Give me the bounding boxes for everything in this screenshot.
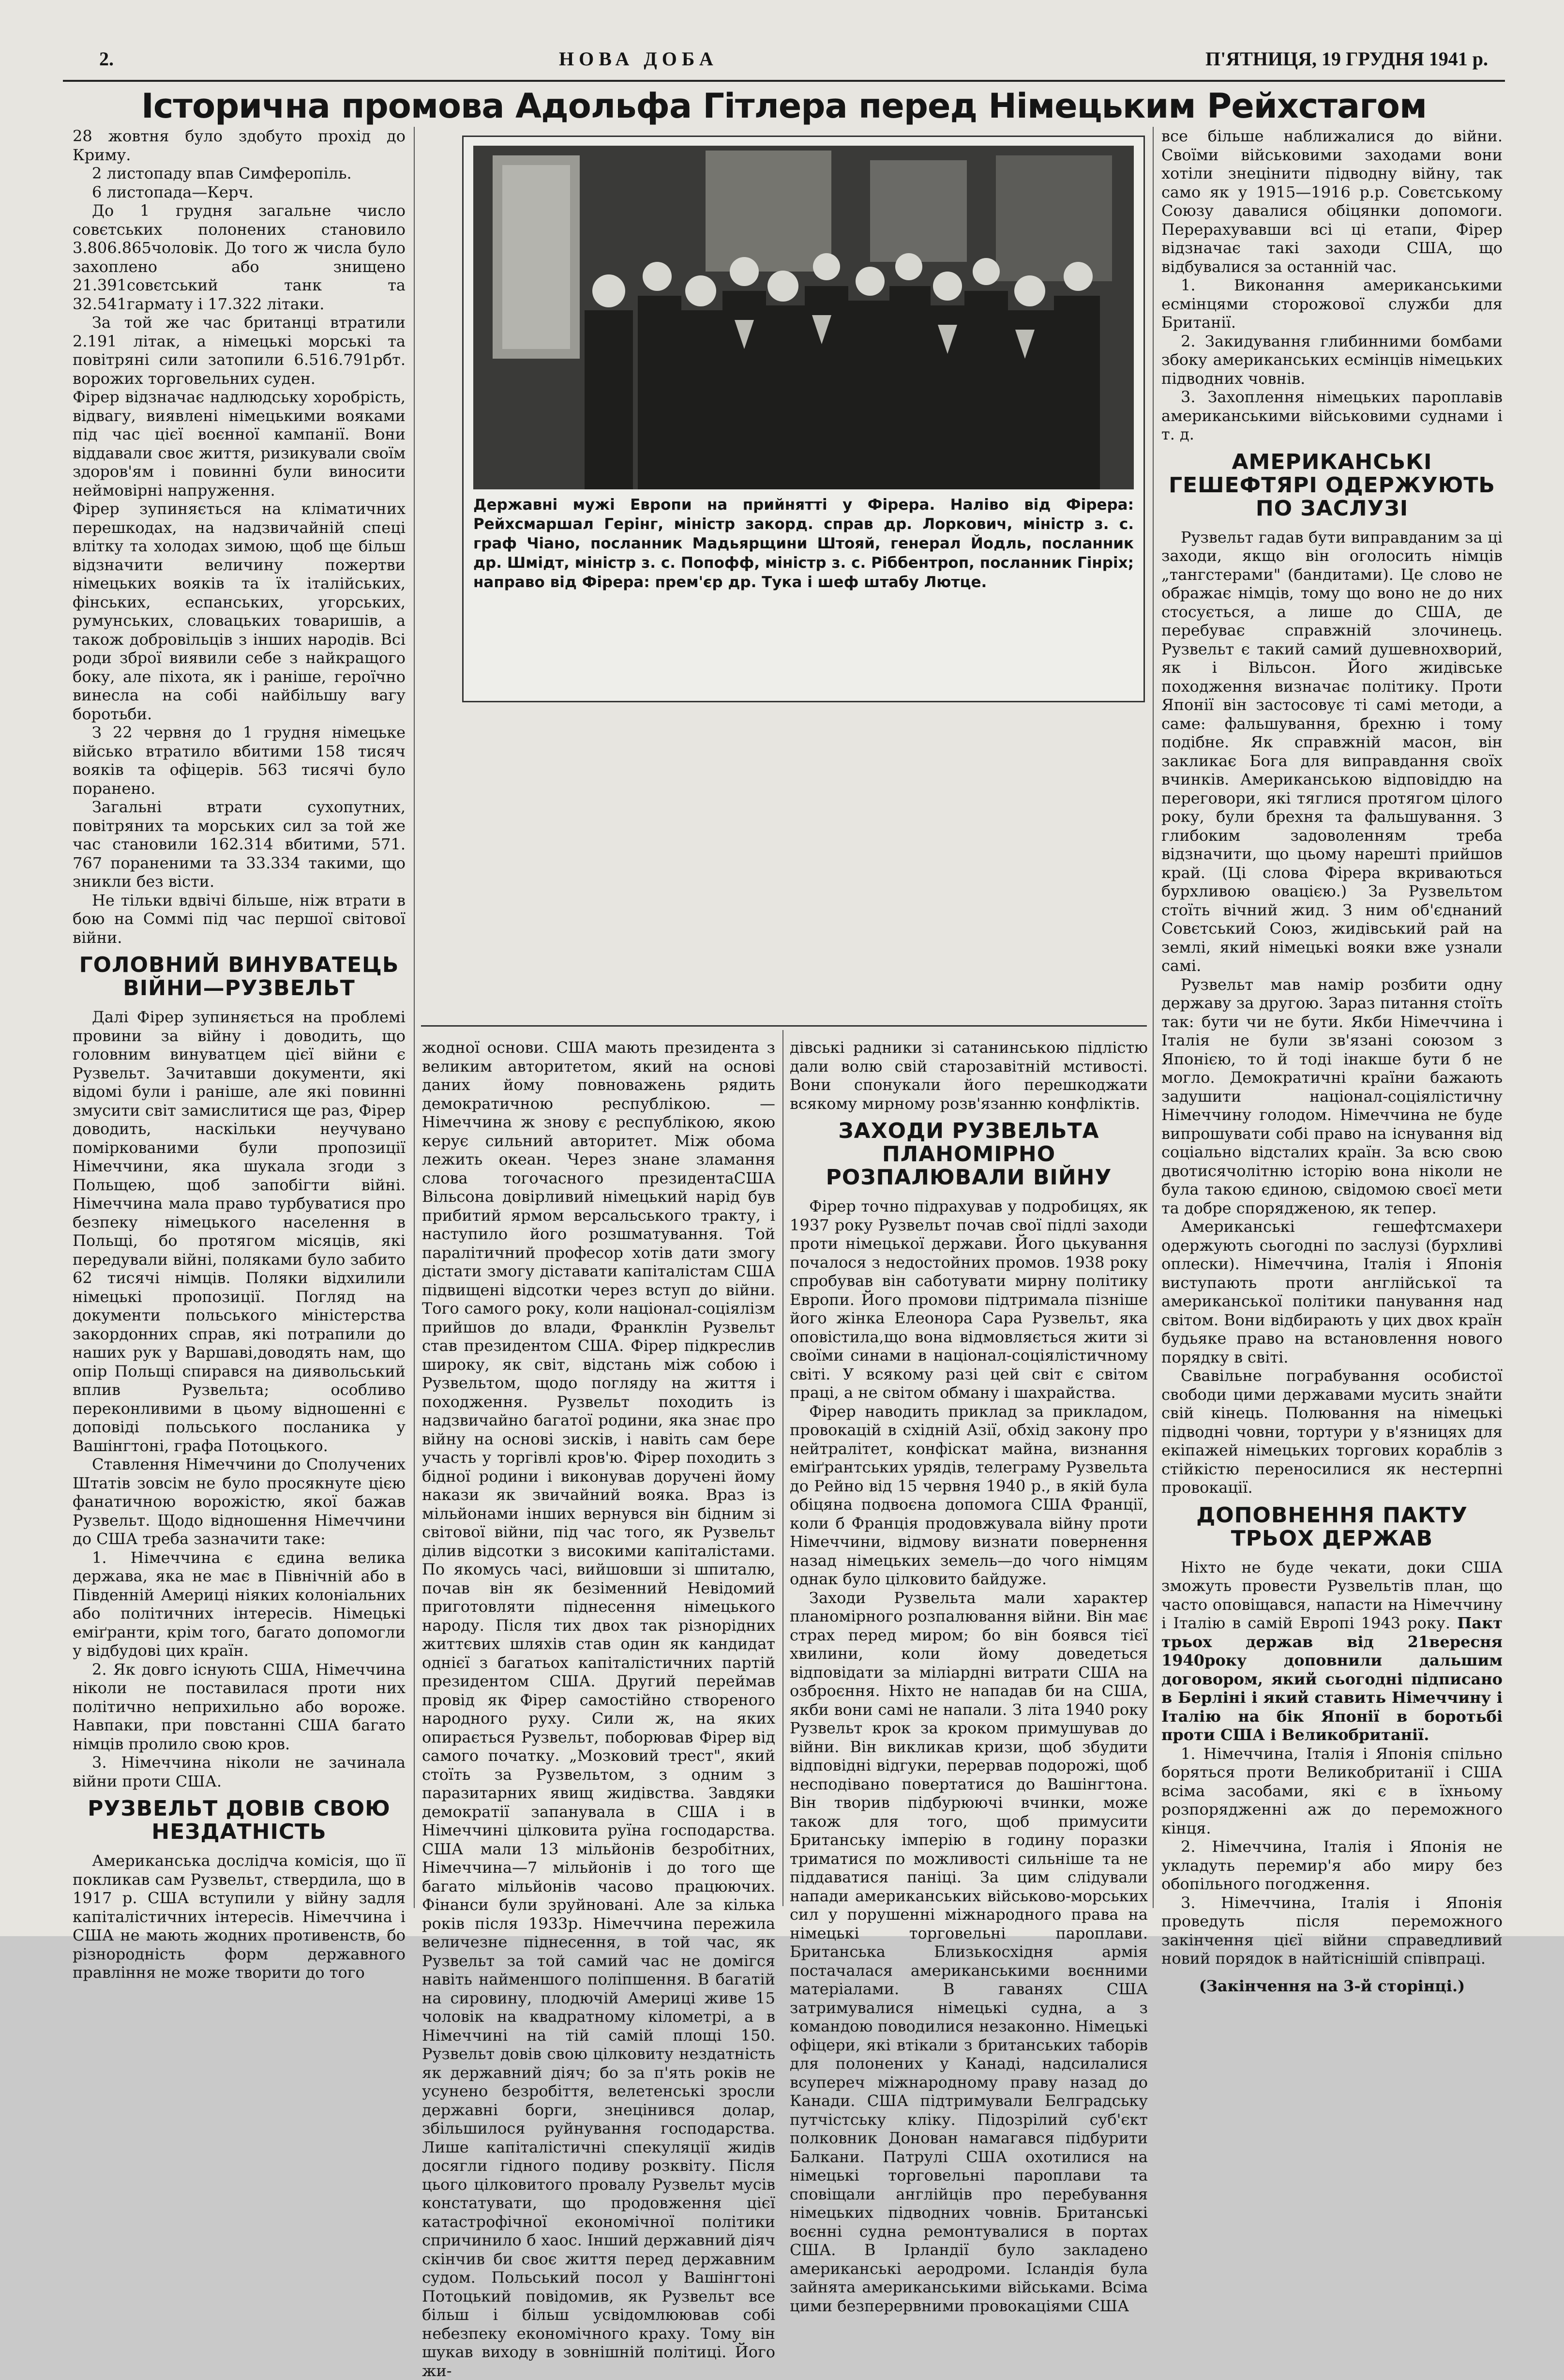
paragraph: 2 листопаду впав Симферопіль.: [92, 164, 352, 182]
page-header: [99, 44, 1488, 74]
paragraph: 1. Німеччина, Італія і Японія спільно боряться проти Великобританії і США всіма засобами, які є в їхньому розпорядженні аж до переможного кінця.: [1161, 1744, 1503, 1837]
article-column-2: [422, 1038, 775, 2380]
paragraph: Рузвельт мав намір розбити одну державу за другою. Зараз питання стоїть так: бути чи не бути. Якби Німеччина і Італія не були зв'язані союзом з Японією, то й тоді інакше бути б не могло. Демократичні країни бажають задушити націонал-соціялістичну Німеччину голодом. Німеччина не буде випрошувати собі право на існування від соціально відсталих країн. За всю свою двотисячолітню історію вона ніколи не була такою єдиною, свідомою своєї мети та добре спорядженою, як тепер.: [1161, 975, 1503, 1217]
paragraph: 1. Німеччина є єдина велика держава, яка не має в Північній або в Південній Америці ніяких колоніальних або політичних інтересів. Німецькі еміґранти, крім того, багато допомогли у відбудові цих країн.: [73, 1548, 406, 1660]
paragraph: Фірер наводить приклад за прикладом, провокацій в східній Азії, обхід закону про нейтралітет, конфіскат майна, визнання еміґрантських урядів, телеграму Рузвельта до Рейно від 15 червня 1940 р., в якій була обіцяна подвоєна допомога США Франції, коли б Франція продовжувала війну проти Німеччини, відмову визнати повернення назад німецьких земель—до чого німцям однак було цілковито байдуже.: [790, 1402, 1148, 1588]
paragraph: дівські радники зі сатанинською підлістю дали волю свій старозавітній мстивості. Вони спонукали його перешкоджати всякому мирному розв'язанню конфліктів.: [790, 1038, 1148, 1113]
page-headline: Історична промова Адольфа Гітлера перед Німецьким Рейхстагом: [141, 86, 1427, 126]
subheading-profiteers: АМЕРИКАНСЬКІ ГЕШЕФТЯРІ ОДЕРЖУЮТЬ ПО ЗАСЛУЗІ: [1169, 449, 1495, 521]
column-divider: [414, 127, 415, 1908]
paragraph: [1161, 1558, 1503, 1744]
photo-bottom-rule: [421, 1025, 1147, 1027]
paragraph: Фірер зупиняється на кліматичних перешкодах, на надзвичайній спеці влітку та холодах зимою, щоб ще більш відзначити величину пожертви німецьких вояків та їх італійських, фінських, еспанських, угорських, румунських, словацьких товаришів, а також добровільців з інших народів. Всі роди зброї виявили себе з найкращого боку, але піхота, як і раніше, героїчно винесла на собі найбільшу вагу боротьби.: [73, 500, 406, 723]
paragraph: 28 жовтня було здобуто прохід до Криму.: [73, 127, 406, 164]
paragraph: 3. Захоплення німецьких пароплавів американськими військовими суднами і т. д.: [1161, 388, 1503, 443]
paragraph: Ставлення Німеччини до Сполучених Штатів зовсім не було просякнуте цією фанатичною ворожістю, якої бажав Рузвельт. Щодо відношення Німеччини до США треба зазначити таке:: [73, 1455, 406, 1548]
paragraph: 6 листопада—Керч.: [92, 182, 254, 201]
photo-block: [462, 136, 1145, 702]
issue-date: П'ЯТНИЦЯ, 19 ГРУДНЯ 1941 р.: [1205, 48, 1488, 70]
paragraph: Американські гешефтсмахери одержують сьогодні по заслузі (бурхливі оплески). Німеччина, Італія і Японія виступають проти англійської та американської політики панування над світом. Вони відбирають у цих двох країн будьяке право на встановлення нового порядку в світі.: [1161, 1217, 1503, 1366]
paragraph: Рузвельт гадав бути виправданим за ці заходи, якщо він оголосить німців „тангстерами" (бандитами). Це слово не ображає німців, тому що воно не до них стосується, а лише до США, де перебуває справжній злочинець. Рузвельт є такий самий душевнохворий, як і Вільсон. Його жидівське походження визначає політику. Проти Японії він застосовує ті самі методи, а саме: фальшування, брехню і тому подібне. Як справжній масон, він закликає Бога для виправдання своїх вчинків. Американською відповіддю на переговори, які тяглися протягом цілого року, були брехня та фальшування. З глибоким задоволенням треба відзначити, що цьому нарешті прийшов край. (Ці слова Фірера вкриваються бурхливою овацією.) За Рузвельтом стоїть вічний жид. З ним об'єднаний Совєтський Союз, жидівський рай на землі, який німецькі вояки вже узнали самі.: [1161, 528, 1503, 975]
paragraph: все більше наближалися до війни. Своїми військовими заходами вони хотіли знецінити підводну війну, так само як у 1915—1916 р.р. Совєтському Союзу давалися обіцянки допомоги. Перерахувавши всі ці етапи, Фірер відзначає такі заходи США, що відбувалися за останній час.: [1161, 127, 1503, 276]
paragraph: 3. Німеччина ніколи не зачинала війни проти США.: [73, 1753, 406, 1790]
paragraph: 2. Як довго існують США, Німеччина ніколи не поставилася проти них політично неприхильно або вороже. Навпаки, при повстанні США багато німців пролило свою кров.: [73, 1660, 406, 1753]
subheading-incompetence: РУЗВЕЛЬТ ДОВІВ СВОЮ НЕЗДАТНІСТЬ: [88, 1796, 391, 1844]
article-column-1: [73, 127, 406, 1982]
article-column-4: [1161, 127, 1503, 1995]
photo-illustration: [473, 146, 1134, 489]
paragraph: Фірер точно підрахував у подробицях, як 1937 року Рузвельт почав свої підлі заходи проти німецької держави. Його цькування почалося з недостойних промов. 1938 року спробував він саботувати мирну політику Европи. Його промови підтримала пізніше його жінка Елеонора Сара Рузвельт, яка оповістила,що вона відмовляється жити зі своїми синами в націонал-соціялістичному світі. У всякому разі цей світ є світом праці, а не світом обману і шахрайства.: [790, 1197, 1148, 1402]
page-number: 2.: [99, 48, 114, 70]
paragraph: Не тільки вдвічі більше, ніж втрати в бою на Соммі під час першої світової війни.: [73, 891, 406, 947]
paragraph: Загальні втрати сухопутних, повітряних та морських сил за той же час становили 162.314 вбитими, 571. 767 пораненими та 33.334 такими, що зникли без вісти.: [73, 798, 406, 891]
header-rule: [63, 80, 1505, 82]
paragraph: До 1 грудня загальне число совєтських полонених становило 3.806.865чоловік. До того ж числа було захоплено або знищено 21.391совєтський танк та 32.541гармату і 17.322 літаки.: [73, 201, 406, 313]
article-column-3: [790, 1038, 1148, 2315]
newspaper-name: НОВА ДОБА: [559, 48, 718, 70]
paragraph: 2. Закидування глибинними бомбами збоку американських есмінців німецьких підводних човнів.: [1161, 332, 1503, 388]
paragraph: Фірер відзначає надлюдську хоробрість, відвагу, виявлені німецькими вояками під час цієї воєнної кампанії. Вони віддавали своє життя, ризикували своїм здоров'ям і повинні були виносити неймовірні напруження.: [73, 388, 406, 500]
paragraph: Далі Фірер зупиняється на проблемі провини за війну і доводить, що головним винуватцем цієї війни є Рузвельт. Зачитавши документи, які відомі були і раніше, але які повинні змусити світ замислитися ще раз, Фірер доводить, наскільки неучувано поміркованими були пропозиції Німеччини, яка шукала згоди з Польщею, щоб запобігти війні. Німеччина мала право турбуватися про безпеку німецького населення в Польщі, бо протягом місяців, які передували війні, поляками було забито 62 тисячі німців. Поляки відхилили німецькі пропозиції. Погляд на документи польського міністерства закордонних справ, які потрапили до наших рук у Варшаві,доводять нам, що опір Польщі спирався на диявольський вплив Рузвельта; особливо переконливими в цьому відношенні є доповіді польського посланика у Вашінгтоні, графа Потоцького.: [73, 1008, 406, 1455]
photo-caption: Державні мужі Европи на прийнятті у Фірера. Наліво від Фірера: Рейхсмаршал Герінг, міністр закорд. справ др. Лоркович, міністр з. с. граф Чіано, посланник Мадьярщини Штояй, генерал Йодль, посланник др. Шмідт, міністр з. с. Попофф, міністр з. с. Ріббентроп, посланник Гінріх; направо від Фірера: прем'єр др. Тука і шеф штабу Лютце.: [473, 496, 1134, 591]
paragraph: З 22 червня до 1 грудня німецьке військо втратило вбитими 158 тисяч вояків та офіцерів. 563 тисячі було поранено.: [73, 723, 406, 798]
subheading-main-culprit: ГОЛОВНИЙ ВИНУВАТЕЦЬ ВІЙНИ—РУЗВЕЛЬТ: [79, 953, 399, 1001]
paragraph: За той же час британці втратили 2.191 літак, а німецькі морські та повітряні сили затопили 6.516.791рбт. ворожих торговельних суден.: [73, 313, 406, 388]
paragraph: Американська дослідча комісія, що її покликав сам Рузвельт, ствердила, що в 1917 р. США вступили у війну задля капіталістичних інтересів. Німеччина і США не мають жодних противенств, бо різнородність форм державного правління не може творити до того: [73, 1851, 406, 1982]
paragraph: Свавільне пограбування особистої свободи цими державами мусить знайти свій кінець. Полювання на німецькі підводні човни, тортури у в'язницях для екіпажей німецьких торгових кораблів з стійкістю переносилися як нестерпні провокації.: [1161, 1366, 1503, 1497]
paragraph: 2. Німеччина, Італія і Японія не укладуть перемир'я або миру без обопільного погодження.: [1161, 1837, 1503, 1893]
paragraph: Заходи Рузвельта мали характер планомірного розпалювання війни. Він має страх перед миром; бо він боявся тієї хвилини, коли йому доведеться відповідати за міліардні витрати США на озброєння. Ніхто не нападав би на США, якби вони самі не напали. З літа 1940 року Рузвельт крок за кроком примушував до війни. Він викликав кризи, щоб збудити відповідні відгуки, перервав подорожі, щоб несподівано повертатися до Вашінгтона. Він творив підбурюючі вчинки, може також для того, щоб примусити Британську імперію в годину поразки триматися по можливості сильніше та не піддаватися паніці. За цим слідували напади американських військово-морських сил у порушенні міжнародного права на німецькі торговельні пароплави. Британська Близькосхідня армія постачалася американськими воєнними матеріалами. В гаванях США затримувалися німецькі судна, а з командою поводилися незаконно. Німецькі офіцери, які втікали з британських таборів для полонених у Канаді, надсилалися всупереч міжнародному праву назад до Канади. США підтримували Белградську путчістську кліку. Підозрілий суб'єкт полковник Донован намагався підбурити Балкани. Патрулі США охотилися на німецькі торговельні пароплави та сповіщали англійців про перебування німецьких підводних човнів. Британські воєнні судна ремонтувалися в портах США. В Ірландії було закладено американські аеродроми. Ісландія була зайнята американськими військами. Всіма цими безперервними провокаціями США: [790, 1588, 1148, 2315]
reception-photo: [473, 146, 1134, 489]
subheading-tripartite-pact: ДОПОВНЕННЯ ПАКТУ ТРЬОХ ДЕРЖАВ: [1196, 1502, 1468, 1551]
continued-note: (Закінчення на 3-й сторінці.): [1199, 1976, 1465, 1995]
paragraph-text: Ніхто не буде чекати, доки США зможуть провести Рузвельтів план, що часто оповіщався, напасти на Німеччину і Італію в самій Европі 1943 року.: [1161, 1558, 1503, 1632]
subheading-roosevelt-measures: ЗАХОДИ РУЗВЕЛЬТА ПЛАНОМІРНО РОЗПАЛЮВАЛИ ВІЙНУ: [826, 1119, 1112, 1190]
paragraph: жодної основи. США мають президента з великим авторитетом, який на основі даних йому повноважень рядить демократичною республікою. — Німеччина ж знову є республікою, якою керує сильний авторитет. Між обома лежить океан. Через знане зламання слова тогочасного президентаСША Вільсона довірливий німецький нарід був прибитий ярмом версальського тракту, і наступило його розшматування. Той паралітичний професор хотів дати змогу дістати змогу діставати капіталістам США підвищені відсотки через вступ до війни. Того самого року, коли націонал-соціялізм прийшов до влади, Франклін Рузвельт став президентом США. Фірер підкреслив широку, як світ, відстань між собою і Рузвельтом, щодо погляду на життя і походження. Рузвельт походить із надзвичайно багатої родини, яка знає про війну на основі зисків, і навіть сам бере участь у торгівлі кров'ю. Фірер походить з бідної родини і виконував доручені йому накази як звичайний вояка. Враз із мільйонами інших вернувся він бідним зі світової війни, під час тогo, як Рузвельт ділив відсотки з високими капіталістами. По якомусь часі, вийшовши зі шпиталю, почав він як безіменний Невідомий приготовляти піднесення німецького народу. Після тих двох так різнорідних життєвих шляхів став один як кандидат однієї з багатьох капіталістичних партій президентом США. Другий переймав провід як Фірер самостійно створеного народного руху. Сили ж, на яких опирається Рузвельт, поборював Фірер від самого початку. „Мозковий трест", який стоїть за Рузвельтом, з одним з паразитарних явищ жидівства. Завдяки демократії запанувала в США і в Німеччині цілковита руїна господарства. США мали 13 мільйонів безробітних, Німеччина—7 мільйонів і до того ще багато мільйонів часово працюючих. Фінанси були зруйновані. Але за кілька років після 1933р. Німеччина пережила величезне піднесення, в той час, як Рузвельт за той самий час не домігся навіть найменшого поліпшення. В багатій на сировину, плодючій Америці живе 15 чоловік на квадратному кілометрі, а в Німеччині на тій самій площі 150. Рузвельт довів свою цілковиту нездатність як державний діяч; бо за п'ять років не усунено безробіття, велетенські зросли державні борги, знецінився долар, збільшилося руйнування господарства. Лише капіталістичні спекуляції жидів досягли гідного подиву розквіту. Після цього цілковитого провалу Рузвельт мусів констатувати, що продовження цієї катастрофічної економічної політики спричинило б хаос. Інший державний діяч скінчив би своє життя перед державним судом. Польський посол у Вашінгтоні Потоцький повідомив, як Рузвельт все більш і більш усвідомлюював собі небезпеку економічного краху. Тому він шукав виходу в зовнішній політиці. Його жи-: [422, 1038, 775, 2380]
paragraph: 3. Німеччина, Італія і Японія проведуть після переможного закінчення цієї війни справедливий новий порядок в найтіснішій співпраці.: [1161, 1893, 1503, 1968]
paragraph-bold-text: Пакт трьох держав від 21вересня 1940року доповнили дальшим договором, який сьогодні підписано в Берліні і який ставить Німеччину і Італію на бік Японії в боротьбі проти США і Великобританії.: [1161, 1614, 1503, 1744]
column-divider: [1153, 127, 1154, 1908]
column-divider: [782, 1030, 783, 1906]
paragraph: 1. Виконання американськими есмінцями сторожової служби для Британії.: [1161, 276, 1503, 332]
